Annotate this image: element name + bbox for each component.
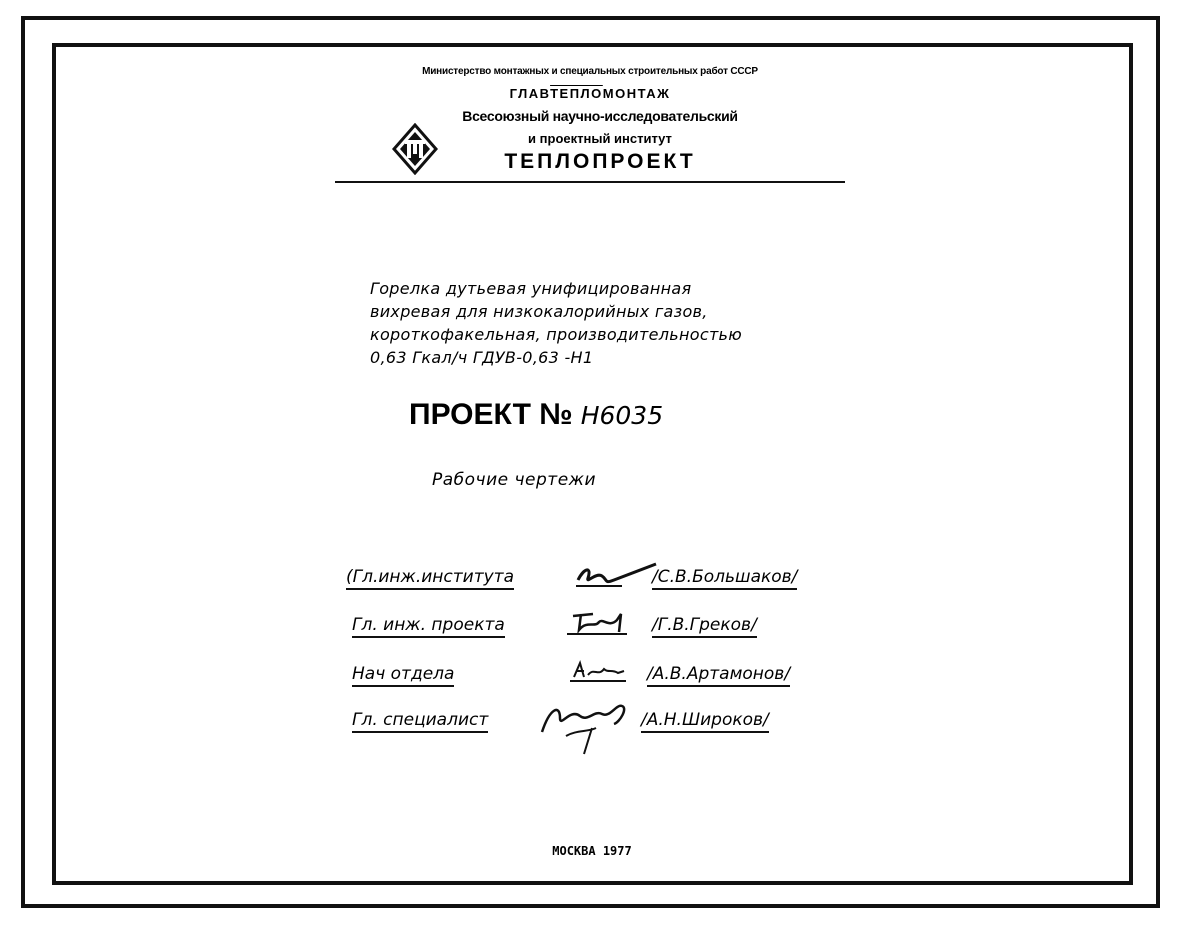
project-number: Н6035 [580, 401, 664, 430]
signature-mark-2 [565, 610, 631, 640]
signature-name-2: /Г.В.Греков/ [652, 615, 757, 638]
title-line-2: вихревая для низкокалорийных газов, [370, 302, 708, 321]
project-heading [409, 398, 663, 432]
glav-suffix: МОНТАЖ [602, 86, 671, 101]
signature-name-4: /А.Н.Широков/ [641, 710, 769, 733]
institute-line-1: Всесоюзный научно-исследовательский [462, 108, 738, 124]
signature-role-3: Нач отдела [352, 664, 454, 687]
signature-name-3: /А.В.Артамонов/ [647, 664, 790, 687]
signature-mark-3 [568, 659, 630, 687]
glavteplomontazh-line [335, 86, 845, 101]
project-label: ПРОЕКТ № [409, 398, 573, 431]
title-line-1: Горелка дутьевая унифицированная [370, 279, 692, 298]
signature-mark-4 [536, 694, 636, 758]
signature-mark-1 [574, 560, 660, 590]
teploproekt-emblem-icon [392, 123, 438, 175]
signature-name-1: /С.В.Большаков/ [652, 567, 797, 590]
institute-line-2: и проектный институт [528, 131, 672, 146]
ministry-line: Министерство монтажных и специальных строительных работ СССР [422, 66, 758, 77]
institute-name: ТЕПЛОПРОЕКТ [504, 150, 696, 173]
glav-overline: ТЕПЛО [550, 86, 603, 101]
signature-role-2: Гл. инж. проекта [352, 615, 505, 638]
title-line-4: 0,63 Гкал/ч ГДУВ-0,63 -Н1 [370, 348, 594, 367]
signature-role-1: (Гл.инж.института [346, 567, 514, 590]
footer-city-year: МОСКВА 1977 [552, 844, 632, 858]
title-line-3: короткофакельная, производительностью [370, 325, 743, 344]
subtitle: Рабочие чертежи [432, 470, 597, 490]
glav-prefix: ГЛАВ [509, 86, 551, 101]
header-rule [335, 181, 845, 183]
signature-role-4: Гл. специалист [352, 710, 488, 733]
